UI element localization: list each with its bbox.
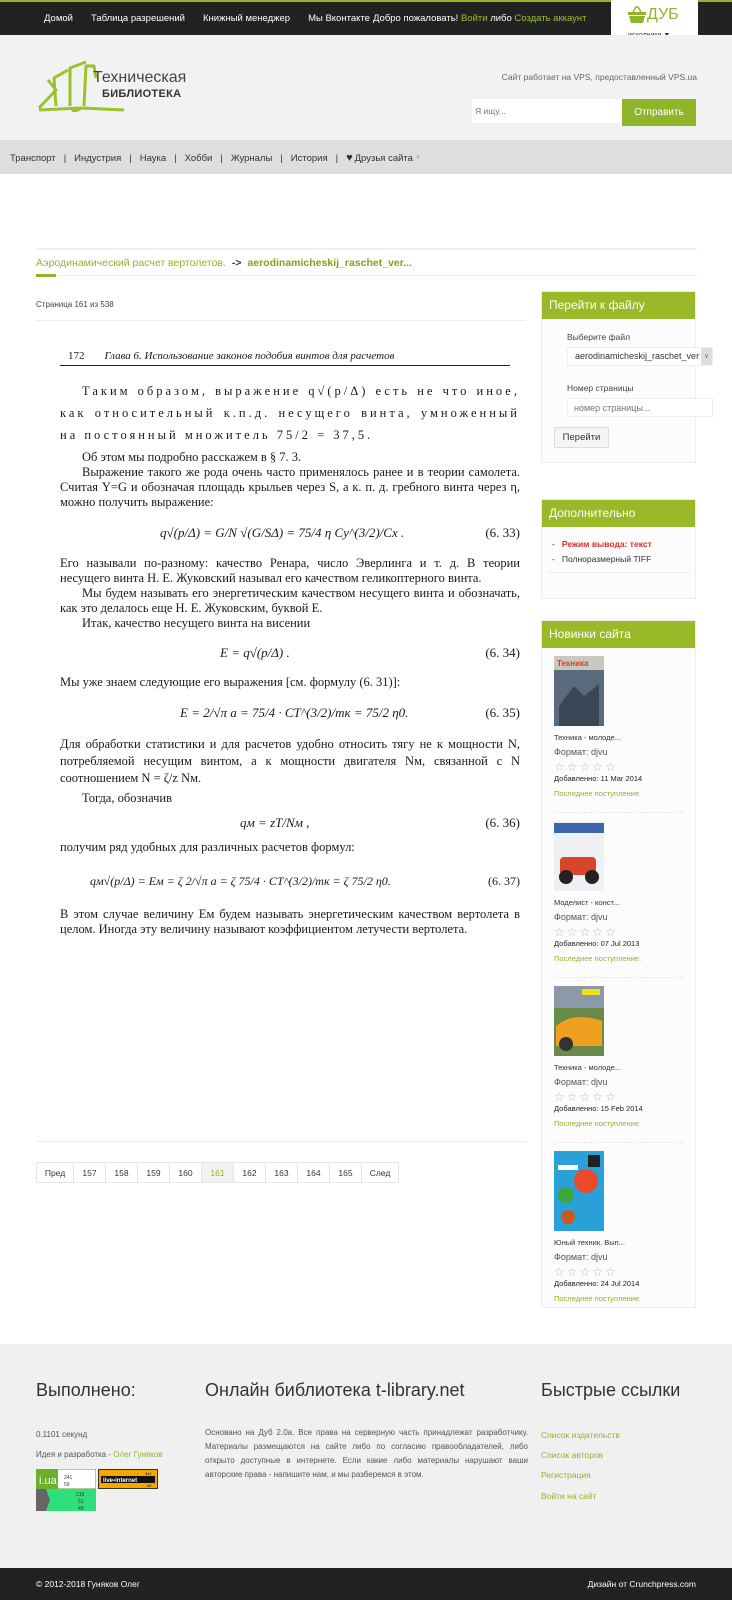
welcome-text: Добро пожаловать! Войти либо Создать аккаунт	[373, 13, 587, 24]
register-link[interactable]: Создать аккаунт	[514, 13, 587, 24]
formula-6-36: qм = zT/Nм , (6. 36)	[240, 815, 520, 830]
pagination-page[interactable]: 165	[329, 1162, 362, 1183]
search-submit-button[interactable]: Отправить	[622, 99, 696, 126]
caret-down-icon: ▼	[414, 155, 421, 161]
paragraph: В этом случае величину Eм будем называть энергетическим качеством вертолета в целом. Иногда эту величину называют коэффициентом летучести вертолета.	[60, 907, 520, 936]
category-bar: Транспорт | Индустрия | Наука | Хобби | Журналы | История | ♥ Друзья сайта ▼	[0, 140, 732, 174]
paragraph: Об этом мы подробно расскажем в § 7. 3.	[82, 450, 302, 464]
paragraph: Его называли по-разному: качество Ренара, число Эверлинга и т. д. В теории несущего винта Н. Е. Жуковский называл его качеством геликоптерного винта.	[60, 556, 520, 585]
formula-6-35: E = 2/√π a = 75/4 · CT^(3/2)/mк = 75/2 η0. (6. 35)	[180, 705, 520, 720]
search-input[interactable]	[472, 99, 622, 123]
star-icon: ☆	[605, 925, 616, 939]
svg-text:66: 66	[147, 1483, 152, 1488]
pagination-page[interactable]: 158	[105, 1162, 138, 1183]
star-icon: ☆	[579, 1265, 591, 1279]
latest-link[interactable]: Последнее поступление.	[554, 1119, 642, 1128]
login-link[interactable]: Войти	[460, 13, 488, 24]
brand-logo: ДУБ	[627, 6, 679, 24]
paragraph: Итак, качество несущего винта на висении	[82, 616, 311, 630]
book-cover-image[interactable]	[554, 656, 604, 726]
widget-title: Перейти к файлу	[542, 292, 695, 319]
pagination-page[interactable]: 164	[297, 1162, 330, 1183]
new-item: Моделист - конст... Формат: djvu ☆ ☆ ☆ ☆ ☆ Добавленно: 07 Jul 2013 Последнее поступление.	[554, 821, 683, 978]
link-authors[interactable]: Список авторов	[541, 1450, 604, 1460]
full-tiff-link[interactable]: - Полноразмерный TIFF	[552, 554, 652, 564]
pagination-next[interactable]: След	[361, 1162, 399, 1183]
pagination-page[interactable]: 162	[233, 1162, 266, 1183]
accent-bar	[36, 274, 56, 277]
exec-time: 0.1101 секунд	[36, 1430, 88, 1439]
rating-stars[interactable]	[554, 1266, 683, 1278]
author-link[interactable]: Олег Гуняков	[113, 1450, 163, 1459]
star-icon: ☆	[592, 1265, 604, 1279]
widget-title: Дополнительно	[542, 500, 695, 527]
widget-title: Новинки сайта	[542, 621, 695, 648]
latest-link[interactable]: Последнее поступление.	[554, 1294, 642, 1303]
logo-subtitle: БИБЛИОТЕКА	[102, 88, 182, 100]
star-icon: ☆	[579, 1090, 591, 1104]
paragraph: получим ряд удобных для различных расчетов формул:	[60, 840, 355, 854]
link-register[interactable]: Регистрация	[541, 1470, 591, 1480]
basket-icon	[627, 6, 647, 24]
svg-text:51: 51	[78, 1499, 84, 1505]
pagination	[36, 1162, 398, 1183]
paragraph: Для обработки статистики и для расчетов удобно относить тягу не к мощности N, потребляемой несущим винтом, а к мощности двигателя Nм, связанной с N соотношением N = ζ/z Nм.	[60, 737, 520, 785]
breadcrumb-book[interactable]: Аэродинамический расчет вертолетов.	[36, 257, 226, 269]
heart-icon: ♥	[346, 152, 353, 164]
scanned-page	[60, 350, 520, 937]
star-icon: ☆	[566, 925, 578, 939]
svg-text:Техника: Техника	[557, 659, 589, 668]
svg-text:216: 216	[76, 1492, 85, 1498]
divider	[36, 320, 526, 321]
nav-home[interactable]: Домой	[44, 13, 73, 24]
pagination-page[interactable]: 159	[137, 1162, 170, 1183]
star-icon: ☆	[592, 760, 604, 774]
chevron-down-icon: ∨	[701, 348, 712, 365]
paragraph: Мы уже знаем следующие его выражения [см. формулу (6. 31)]:	[60, 675, 401, 689]
divider	[36, 248, 697, 250]
running-head: 172 Глава 6. Использование законов подобия винтов для расчетов	[60, 350, 510, 366]
formula-6-37: qм√(p/Δ) = Eм = ζ 2/√π a = ζ 75/4 · CT^(3/2)/mк = ζ 75/2 η0. (6. 37)	[90, 873, 520, 888]
nav-book-manager[interactable]: Книжный менеджер	[203, 13, 291, 24]
star-icon: ☆	[605, 1090, 616, 1104]
about-text: Основано на Дуб 2.0а. Все права на серверную часть принадлежат разработчику. Материалы размещаются на сайте либо по согласию правообладателей, либо открыто доступные в интернете. Если какие либо материалы нарушают ваши авторские права - напишите нам, и мы разберемся в этом.	[205, 1428, 528, 1479]
paragraph: Выражение такого же рода очень часто применялось ранее и в теории самолета. Считая Y=G и обозначая площадь крыльев через S, а к. п. д. гребного винта через η, можно получить выражение:	[60, 465, 520, 509]
star-icon: ☆	[554, 1090, 565, 1104]
divider	[548, 572, 689, 573]
output-mode-link[interactable]: - Режим вывода: текст	[552, 539, 652, 549]
new-item: Техника - молоде... Формат: djvu ☆ ☆ ☆ ☆ ☆ Добавленно: 15 Feb 2014 Последнее поступление.	[554, 986, 683, 1143]
star-icon: ☆	[592, 925, 604, 939]
file-select[interactable]: aerodinamicheskij_raschet_ver ∨	[567, 347, 713, 366]
star-icon: ☆	[566, 1090, 578, 1104]
breadcrumb-file: aerodinamicheskij_raschet_ver...	[247, 257, 413, 269]
page-number-label: Номер страницы	[567, 383, 634, 393]
svg-text:241: 241	[64, 1475, 73, 1481]
new-items-widget	[541, 620, 696, 1308]
link-publishers[interactable]: Список издательств	[541, 1430, 620, 1440]
star-icon: ☆	[566, 760, 578, 774]
copyright: © 2012-2018 Гуняков Олег	[36, 1579, 140, 1589]
book-cover-image[interactable]	[554, 821, 604, 891]
paragraph: Таким образом, выражение q√(p/Δ) есть не что иное, как относительный к.п.д. несущего винта, умноженный на постоянный множитель 75/2 = 37,5.	[60, 384, 520, 442]
category-magazines[interactable]: Журналы	[230, 152, 273, 164]
design-credit-link[interactable]: Дизайн от Crunchpress.com	[587, 1579, 696, 1589]
svg-text:49: 49	[78, 1506, 84, 1511]
star-icon: ☆	[554, 925, 565, 939]
star-icon: ☆	[554, 760, 565, 774]
svg-text:i.ua: i.ua	[39, 1475, 57, 1487]
book-cover-image[interactable]	[554, 1151, 604, 1231]
rating-stars[interactable]	[554, 926, 683, 938]
svg-text:59: 59	[64, 1482, 70, 1488]
iua-counter[interactable]	[36, 1469, 96, 1511]
formula-6-34: E = q√(p/Δ) . (6. 34)	[220, 645, 520, 660]
credit: Идея и разработка - Олег Гуняков	[36, 1450, 163, 1459]
vps-note: Сайт работает на VPS, предоставленный VPS.ua	[501, 72, 697, 82]
divider	[36, 1141, 526, 1142]
category-hobby[interactable]: Хобби	[184, 152, 213, 164]
svg-text:341: 341	[145, 1471, 152, 1476]
svg-text:live▪internet: live▪internet	[103, 1478, 138, 1484]
category-transport[interactable]: Транспорт	[10, 152, 56, 164]
goto-file-widget	[541, 291, 710, 463]
category-science[interactable]: Наука	[139, 152, 167, 164]
star-icon: ☆	[605, 760, 616, 774]
extra-widget	[541, 499, 696, 599]
book-cover-image[interactable]	[554, 986, 604, 1056]
footer-heading: Быстрые ссылки	[541, 1380, 681, 1400]
footer-heading: Выполнено:	[36, 1380, 136, 1400]
site-header	[0, 35, 732, 140]
pagination-current-page[interactable]: 161	[201, 1162, 234, 1183]
top-nav	[44, 13, 370, 24]
star-icon: ☆	[579, 760, 591, 774]
nav-permissions[interactable]: Таблица разрешений	[90, 13, 185, 24]
logo-title: Техническая	[93, 69, 187, 86]
page-number-input[interactable]	[567, 398, 713, 417]
star-icon: ☆	[554, 1265, 565, 1279]
divider	[36, 275, 697, 276]
page-info: Страница 161 из 538	[36, 300, 114, 309]
breadcrumb: Аэродинамический расчет вертолетов. -> aerodinamicheskij_raschet_ver...	[36, 257, 413, 269]
paragraph: Тогда, обозначив	[82, 791, 173, 805]
category-industry[interactable]: Индустрия	[74, 152, 122, 164]
new-item: Техника Техника - молоде... Формат: djvu ☆ ☆ ☆ ☆ ☆ Добавленно: 11 Mar 2014 Последнее поступление.	[554, 656, 683, 813]
category-history[interactable]: История	[290, 152, 328, 164]
nav-vkontakte[interactable]: Мы Вконтакте	[308, 13, 370, 24]
formula-6-33: q√(p/Δ) = G/N √(G/SΔ) = 75/4 η Cy^(3/2)/Cx . (6. 33)	[160, 525, 520, 540]
star-icon: ☆	[605, 1265, 616, 1279]
star-icon: ☆	[592, 1090, 604, 1104]
star-icon: ☆	[566, 1265, 578, 1279]
category-friends[interactable]: Друзья сайта	[354, 152, 413, 164]
star-icon: ☆	[579, 925, 591, 939]
bottom-bar	[0, 1568, 732, 1600]
latest-link[interactable]: Последнее поступление.	[554, 954, 642, 963]
latest-link[interactable]: Последнее поступление.	[554, 789, 642, 798]
rating-stars[interactable]	[554, 1091, 683, 1103]
paragraph: Мы будем называть его энергетическим качеством несущего винта и обозначать, как это делалось еще Н. Е. Жуковским, буквой E.	[60, 586, 520, 615]
pagination-page[interactable]: 157	[73, 1162, 106, 1183]
goto-button[interactable]: Перейти	[554, 427, 609, 448]
new-item: Юный техник. Вып... Формат: djvu ☆ ☆ ☆ ☆ ☆ Добавленно: 24 Jul 2014 Последнее поступление.	[554, 1151, 683, 1311]
rating-stars[interactable]	[554, 761, 683, 773]
liveinternet-counter[interactable]	[98, 1469, 158, 1489]
pagination-page[interactable]: 160	[169, 1162, 202, 1183]
pagination-page[interactable]: 163	[265, 1162, 298, 1183]
link-login[interactable]: Войти на сайт	[541, 1491, 597, 1501]
footer	[0, 1344, 732, 1568]
footer-heading: Онлайн библиотека t-library.net	[205, 1380, 465, 1400]
file-label: Выберите файл	[567, 332, 631, 342]
pagination-prev[interactable]: Пред	[36, 1162, 74, 1183]
